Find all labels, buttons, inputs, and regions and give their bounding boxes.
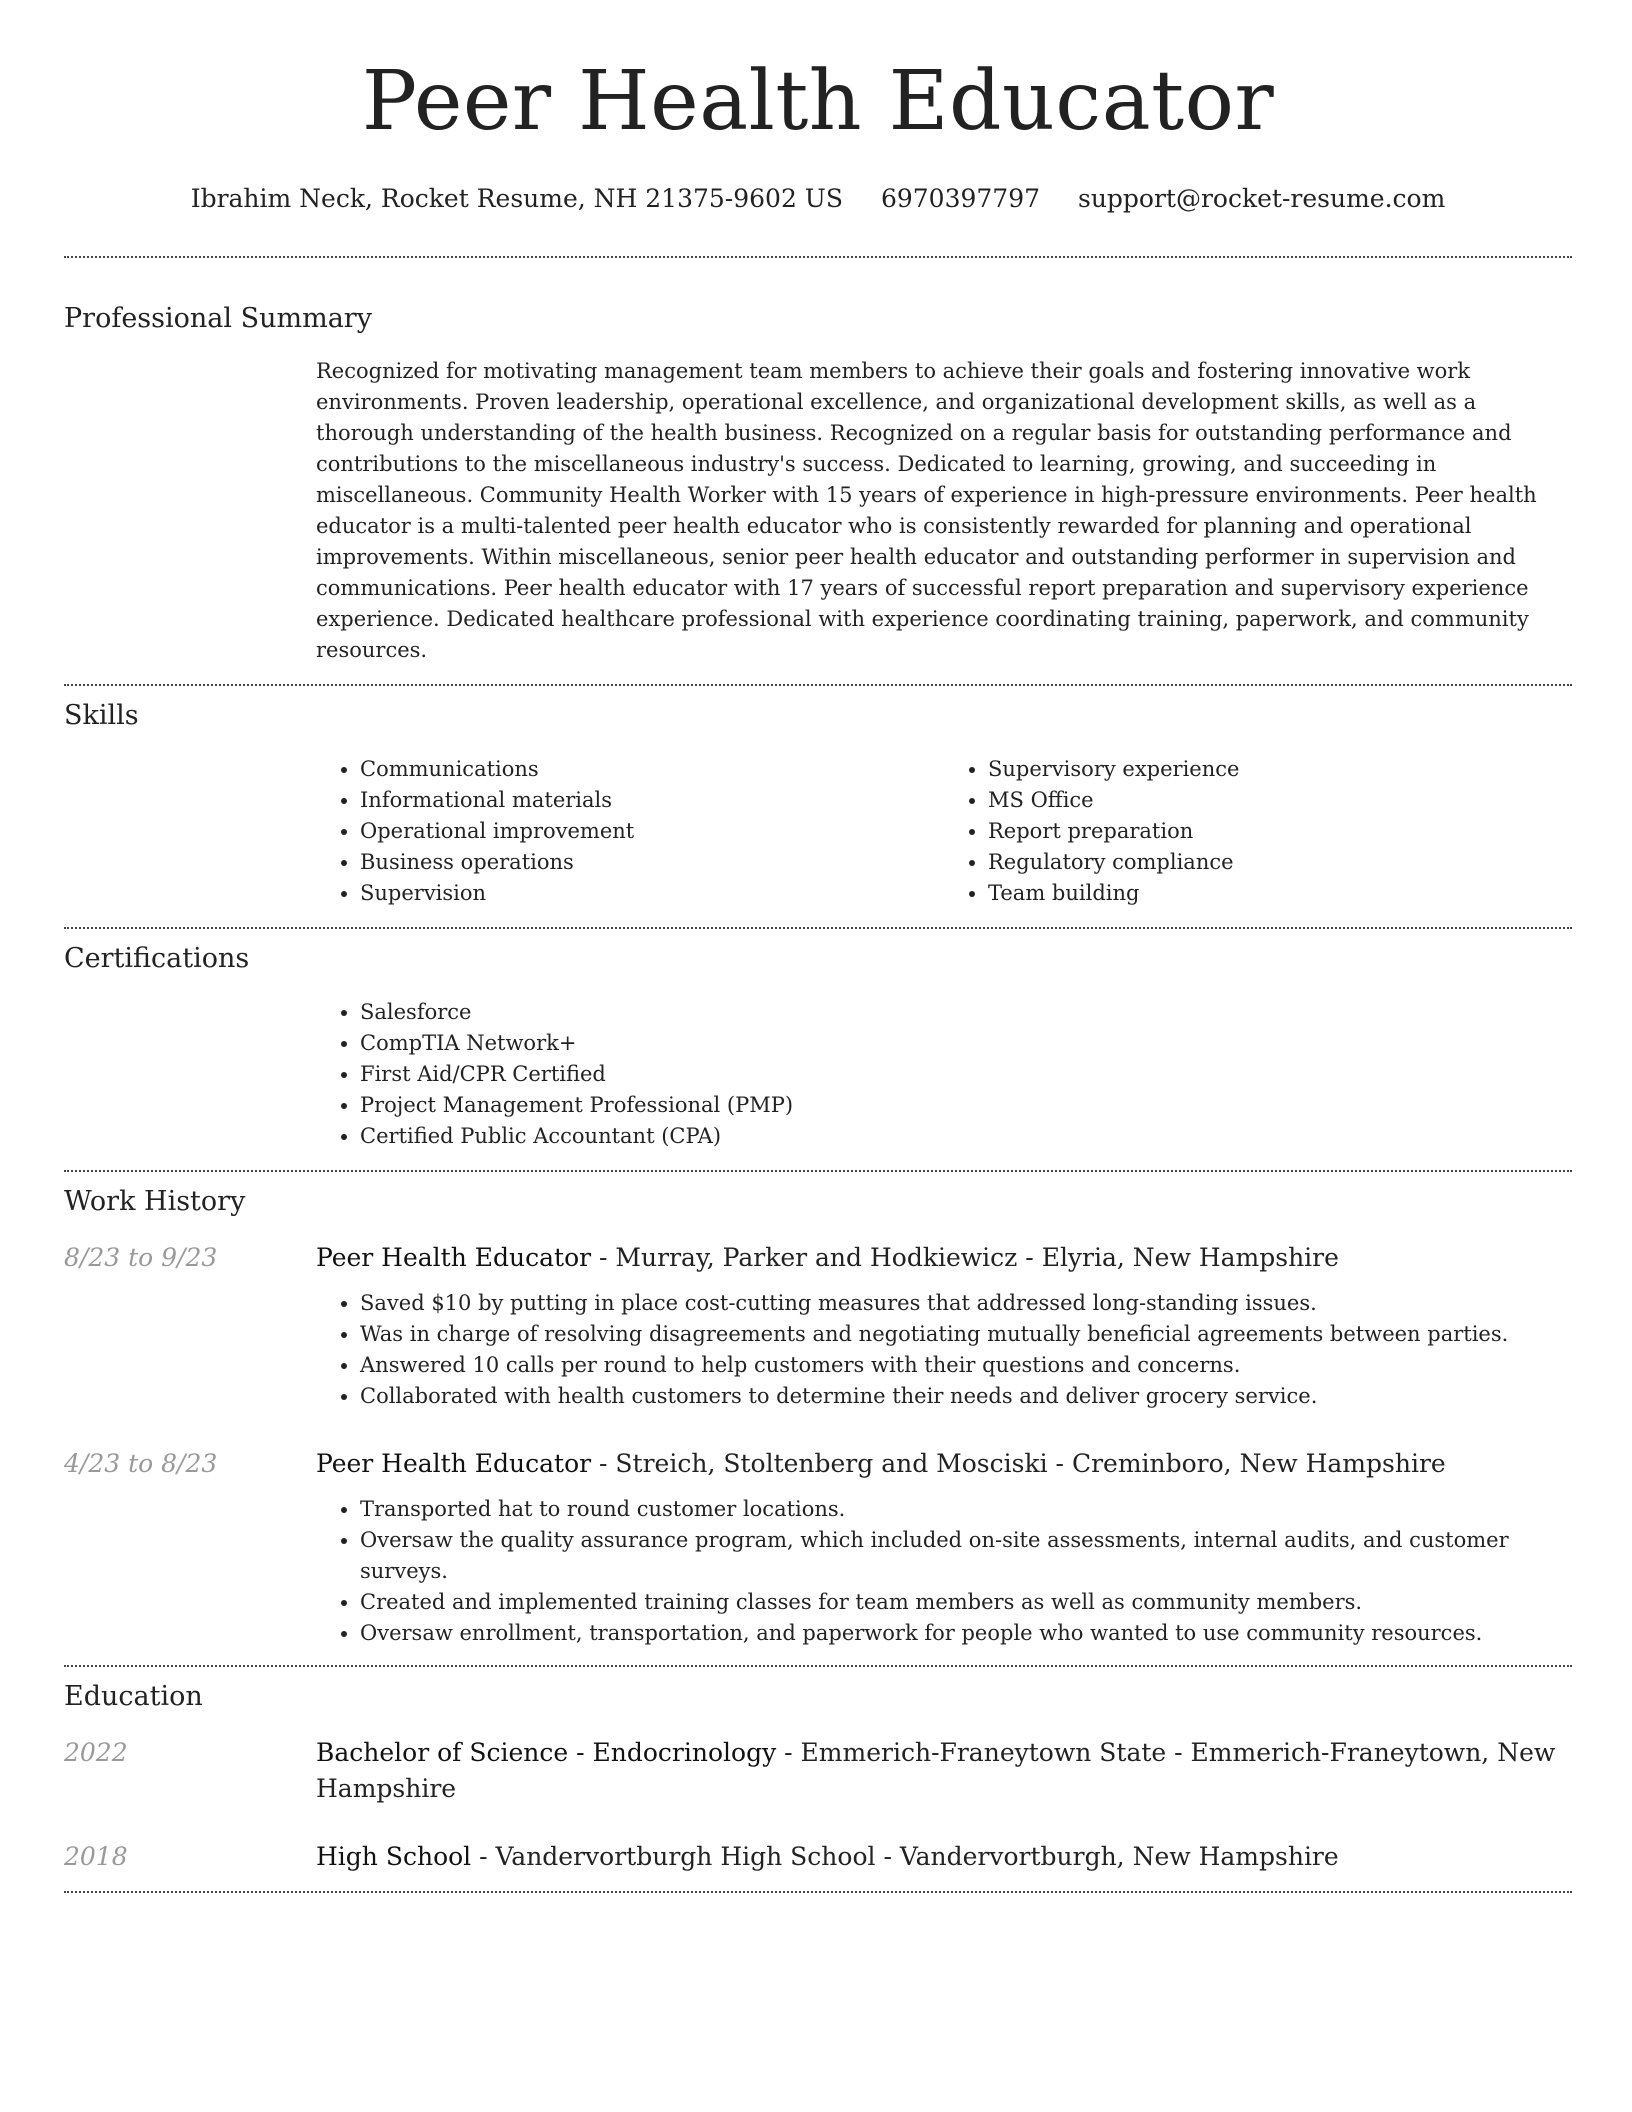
education-degree: High School [316,1842,472,1871]
list-item: • Project Management Professional (PMP) [360,1090,1572,1121]
job-bullets [316,1288,1572,1412]
list-item: • First Aid/CPR Certified [360,1059,1572,1090]
section-heading-certifications: Certifications [64,943,250,974]
list-item: • Business operations [360,847,944,878]
list-item: • Oversaw enrollment, transportation, and paperwork for people who wanted to use community resources. [360,1618,1572,1649]
entry-dates: 8/23 to 9/23 [64,1243,218,1272]
job-role: Peer Health Educator [316,1449,592,1478]
entry-main [316,1446,1572,1649]
job-role: Peer Health Educator [316,1243,592,1272]
entry-main [316,1735,1572,1807]
job-bullets [316,1494,1572,1649]
list-item: • Was in charge of resolving disagreements and negotiating mutually beneficial agreements between parties. [360,1319,1572,1350]
section-heading-summary: Professional Summary [64,303,372,334]
work-entry [64,1446,1572,1649]
list-item: • Certified Public Accountant (CPA) [360,1121,1572,1152]
contact-phone: 6970397797 [880,184,1041,213]
list-item: • Collaborated with health customers to determine their needs and deliver grocery service. [360,1381,1572,1412]
skills-grid [316,754,1572,909]
certifications-section [64,941,1572,1152]
job-details: - Streich, Stoltenberg and Mosciski - Creminboro, New Hampshire [591,1449,1446,1478]
education-entry [64,1735,1572,1807]
summary-section [64,301,1572,666]
entry-title [316,1446,1572,1482]
section-heading-education: Education [64,1681,203,1712]
list-item: • Team building [988,878,1572,909]
entry-title [316,1240,1572,1276]
summary-text: Recognized for motivating management team members to achieve their goals and fostering innovative work environments. Proven leadership, operational excellence, and organizational development skills, as well as a thorough understanding of the health business. Recognized on a regular basis for outstanding performance and contributions to the miscellaneous industry's success. Dedicated to learning, growing, and succeeding in miscellaneous. Community Health Worker with 15 years of experience in high-pressure environments. Peer health educator is a multi-talented peer health educator who is consistently rewarded for planning and operational improvements. Within miscellaneous, senior peer health educator and outstanding performer in supervision and communications. Peer health educator with 17 years of successful report preparation and supervisory experience experience. Dedicated healthcare professional with experience coordinating training, paperwork, and community resources. [316,359,1537,662]
list-item: • Supervision [360,878,944,909]
education-year: 2022 [64,1738,128,1767]
list-item: • Oversaw the quality assurance program, which included on-site assessments, internal audits, and customer surveys. [360,1525,1572,1587]
section-heading-skills: Skills [64,700,139,731]
list-item: • Regulatory compliance [988,847,1572,878]
education-entry [64,1839,1572,1875]
resume-page [64,0,1572,1893]
list-item: • Created and implemented training classes for team members as well as community members. [360,1587,1572,1618]
education-degree: Bachelor of Science - Endocrinology [316,1738,777,1767]
page-title: Peer Health Educator [361,54,1275,149]
certifications-list [316,997,1572,1152]
list-item: • Operational improvement [360,816,944,847]
list-item: • CompTIA Network+ [360,1028,1572,1059]
entry-dates: 4/23 to 8/23 [64,1449,218,1478]
certifications-body [316,997,1572,1152]
divider [64,256,1572,258]
list-item: • Communications [360,754,944,785]
divider [64,1665,1572,1667]
list-item: • Report preparation [988,816,1572,847]
divider [64,1891,1572,1893]
section-heading-work: Work History [64,1186,246,1217]
education-year: 2018 [64,1842,128,1871]
contact-line [64,182,1572,216]
education-section [64,1679,1572,1875]
contact-email: support@rocket-resume.com [1077,184,1446,213]
entry-title [316,1735,1572,1807]
list-item: • Supervisory experience [988,754,1572,785]
summary-body [316,356,1572,666]
divider [64,927,1572,929]
divider [64,684,1572,686]
divider [64,1170,1572,1172]
skills-list-left [316,754,944,909]
entry-main [316,1240,1572,1412]
skills-list-right [944,754,1572,909]
job-details: - Murray, Parker and Hodkiewicz - Elyria, New Hampshire [591,1243,1339,1272]
work-entry [64,1240,1572,1412]
list-item: • MS Office [988,785,1572,816]
entry-title [316,1839,1572,1875]
work-history-section [64,1184,1572,1649]
list-item: • Transported hat to round customer locations. [360,1494,1572,1525]
list-item: • Salesforce [360,997,1572,1028]
education-details: - Emmerich-Franeytown State - Emmerich-Franeytown, New Hampshire [316,1738,1556,1803]
list-item: • Informational materials [360,785,944,816]
list-item: • Answered 10 calls per round to help customers with their questions and concerns. [360,1350,1572,1381]
education-details: - Vandervortburgh High School - Vandervortburgh, New Hampshire [471,1842,1339,1871]
entry-main [316,1839,1572,1875]
contact-address: Ibrahim Neck, Rocket Resume, NH 21375-9602 US [190,184,844,213]
list-item: • Saved $10 by putting in place cost-cutting measures that addressed long-standing issues. [360,1288,1572,1319]
skills-section [64,698,1572,909]
